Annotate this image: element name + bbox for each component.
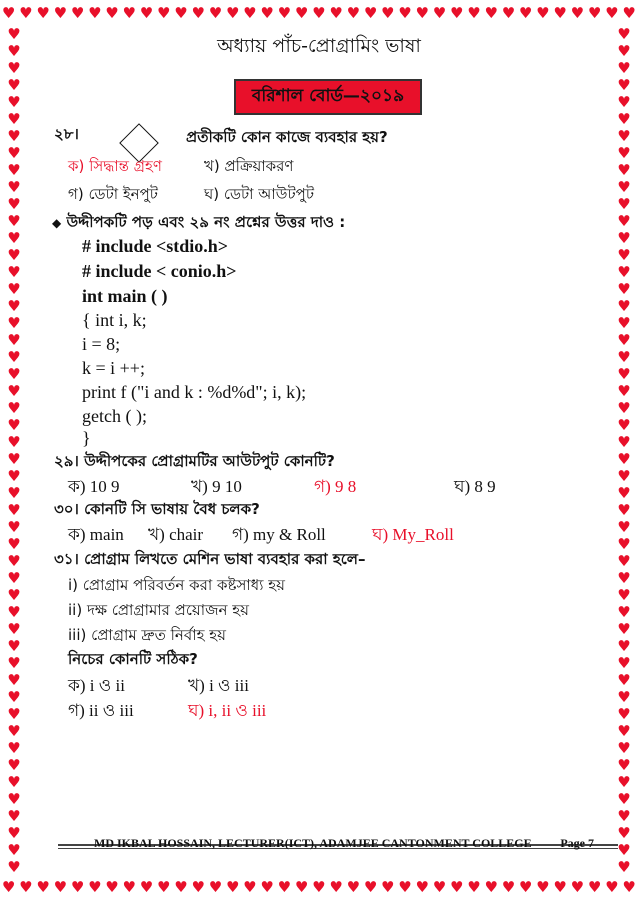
- heart-icon: ♥: [617, 467, 631, 485]
- code-line: int main ( ): [82, 286, 168, 306]
- heart-icon: ♥: [70, 877, 85, 896]
- heart-icon: ♥: [7, 603, 21, 621]
- heart-icon: ♥: [7, 637, 21, 655]
- heart-icon: ♥: [19, 877, 33, 896]
- heart-icon: ♥: [7, 552, 21, 570]
- heart-icon: ♥: [617, 229, 631, 247]
- q29-option-d: ঘ) 8 9: [454, 477, 496, 496]
- heart-icon: ♥: [7, 212, 21, 230]
- heart-icon: ♥: [617, 25, 631, 43]
- heart-icon: ♥: [617, 671, 631, 689]
- heart-icon: ♥: [617, 433, 631, 451]
- heart-icon: ♥: [617, 110, 631, 128]
- heart-icon: ♥: [7, 586, 21, 604]
- heart-icon: ♥: [7, 671, 21, 689]
- q30-option-a: ক) main: [68, 525, 124, 544]
- heart-icon: ♥: [174, 3, 188, 22]
- heart-icon: ♥: [617, 42, 631, 60]
- heart-icon: ♥: [157, 3, 171, 22]
- bullet-diamond-icon: ◆: [52, 216, 62, 230]
- heart-icon: ♥: [617, 518, 631, 536]
- heart-icon: ♥: [7, 263, 21, 281]
- q29-option-a: ক) 10 9: [68, 477, 120, 496]
- heart-icon: ♥: [617, 348, 631, 366]
- code-line: # include <stdio.h>: [82, 236, 229, 256]
- heart-icon: ♥: [260, 877, 274, 896]
- heart-icon: ♥: [7, 756, 21, 774]
- heart-icon: ♥: [363, 3, 378, 22]
- heart-icon: ♥: [7, 331, 21, 349]
- heart-icon: ♥: [415, 3, 429, 22]
- heart-icon: ♥: [277, 877, 292, 896]
- q29-option-c: গ) 9 8: [314, 477, 357, 496]
- heart-icon: ♥: [617, 161, 631, 179]
- heart-icon: ♥: [553, 3, 567, 22]
- heart-icon: ♥: [449, 877, 464, 896]
- heart-icon: ♥: [617, 76, 631, 94]
- heart-icon: ♥: [7, 620, 21, 638]
- code-line: }: [82, 428, 91, 448]
- heart-icon: ♥: [617, 756, 631, 774]
- code-line: i = 8;: [82, 334, 121, 354]
- footer: [94, 836, 594, 851]
- heart-icon: ♥: [617, 790, 631, 808]
- heart-icon: ♥: [225, 877, 240, 896]
- q28-number: ২৮।: [54, 125, 79, 143]
- heart-icon: ♥: [36, 3, 50, 22]
- heart-icon: ♥: [7, 739, 21, 757]
- heart-icon: ♥: [536, 3, 550, 22]
- heart-icon: ♥: [225, 3, 240, 22]
- heart-icon: ♥: [432, 3, 447, 22]
- heart-icon: ♥: [617, 484, 631, 502]
- heart-icon: ♥: [617, 365, 631, 383]
- heart-icon: ♥: [617, 688, 631, 706]
- heart-icon: ♥: [467, 3, 481, 22]
- heart-icon: ♥: [617, 586, 631, 604]
- stimulus-intro: [52, 211, 345, 236]
- heart-icon: ♥: [294, 877, 309, 896]
- heart-icon: ♥: [617, 59, 631, 77]
- heart-icon: ♥: [277, 3, 292, 22]
- q28-option-d: ঘ) ডেটা আউটপুট: [204, 185, 315, 203]
- heart-icon: ♥: [381, 3, 395, 22]
- heart-icon: ♥: [346, 3, 361, 22]
- heart-icon: ♥: [7, 450, 21, 468]
- q28-option-a: ক) সিদ্ধান্ত গ্রহণ: [68, 157, 162, 175]
- heart-icon: ♥: [7, 433, 21, 451]
- heart-icon: ♥: [605, 3, 619, 22]
- heart-icon: ♥: [7, 348, 21, 366]
- border-top: [0, 2, 638, 24]
- heart-icon: ♥: [7, 110, 21, 128]
- heart-icon: ♥: [518, 3, 533, 22]
- q30-text: ৩০। কোনটি সি ভাষায় বৈধ চলক?: [54, 500, 260, 518]
- q29-option-b: খ) 9 10: [191, 477, 242, 496]
- q31-option-d: ঘ) i, ii ও iii: [188, 701, 267, 720]
- heart-icon: ♥: [105, 877, 119, 896]
- heart-icon: ♥: [7, 280, 21, 298]
- heart-icon: ♥: [7, 246, 21, 264]
- q28-option-b: খ) প্রক্রিয়াকরণ: [204, 157, 294, 175]
- heart-icon: ♥: [7, 535, 21, 553]
- q31-statement-iii: iii) প্রোগ্রাম দ্রুত নির্বাহ হয়: [68, 626, 226, 644]
- heart-icon: ♥: [122, 877, 136, 896]
- heart-icon: ♥: [7, 127, 21, 145]
- heart-icon: ♥: [617, 654, 631, 672]
- heart-icon: ♥: [617, 331, 631, 349]
- heart-icon: ♥: [208, 877, 223, 896]
- heart-icon: ♥: [617, 603, 631, 621]
- heart-icon: ♥: [617, 178, 631, 196]
- heart-icon: ♥: [191, 877, 205, 896]
- heart-icon: ♥: [88, 3, 102, 22]
- heart-icon: ♥: [617, 382, 631, 400]
- heart-icon: ♥: [617, 552, 631, 570]
- heart-icon: ♥: [174, 877, 188, 896]
- code-line: getch ( );: [82, 406, 147, 426]
- heart-icon: ♥: [363, 877, 378, 896]
- border-right: [613, 26, 635, 876]
- heart-icon: ♥: [329, 877, 343, 896]
- heart-icon: ♥: [570, 3, 585, 22]
- heart-icon: ♥: [122, 3, 136, 22]
- heart-icon: ♥: [7, 399, 21, 417]
- heart-icon: ♥: [617, 127, 631, 145]
- heart-icon: ♥: [617, 450, 631, 468]
- heart-icon: ♥: [587, 3, 602, 22]
- q29-text: ২৯। উদ্দীপকের প্রোগ্রামটির আউটপুট কোনটি?: [54, 452, 335, 470]
- heart-icon: ♥: [617, 314, 631, 332]
- heart-icon: ♥: [53, 877, 68, 896]
- heart-icon: ♥: [605, 877, 619, 896]
- q31-option-a: ক) i ও ii: [68, 676, 125, 695]
- heart-icon: ♥: [617, 739, 631, 757]
- q31-option-c: গ) ii ও iii: [68, 701, 134, 720]
- code-line: k = i ++;: [82, 358, 145, 378]
- heart-icon: ♥: [7, 841, 21, 859]
- heart-icon: ♥: [617, 212, 631, 230]
- heart-icon: ♥: [617, 280, 631, 298]
- q30-option-b: খ) chair: [148, 525, 204, 544]
- heart-icon: ♥: [7, 314, 21, 332]
- heart-icon: ♥: [617, 773, 631, 791]
- heart-icon: ♥: [7, 722, 21, 740]
- heart-icon: ♥: [617, 535, 631, 553]
- q31-prompt: নিচের কোনটি সঠিক?: [68, 650, 198, 668]
- heart-icon: ♥: [7, 824, 21, 842]
- heart-icon: ♥: [617, 501, 631, 519]
- page-content: [38, 26, 600, 856]
- q31-text: ৩১। প্রোগ্রাম লিখতে মেশিন ভাষা ব্যবহার করা হলে–: [54, 550, 366, 568]
- heart-icon: ♥: [1, 3, 16, 22]
- heart-icon: ♥: [7, 144, 21, 162]
- heart-icon: ♥: [7, 518, 21, 536]
- board-label: বরিশাল বোর্ড—২০১৯: [234, 79, 422, 115]
- heart-icon: ♥: [243, 3, 257, 22]
- heart-icon: ♥: [484, 877, 498, 896]
- heart-icon: ♥: [7, 501, 21, 519]
- heart-icon: ♥: [7, 195, 21, 213]
- heart-icon: ♥: [1, 877, 16, 896]
- heart-icon: ♥: [208, 3, 223, 22]
- heart-icon: ♥: [53, 3, 68, 22]
- heart-icon: ♥: [617, 399, 631, 417]
- heart-icon: ♥: [7, 484, 21, 502]
- heart-icon: ♥: [617, 416, 631, 434]
- heart-icon: ♥: [617, 144, 631, 162]
- heart-icon: ♥: [622, 3, 636, 22]
- page-number: Page 7: [560, 836, 594, 850]
- heart-icon: ♥: [7, 42, 21, 60]
- heart-icon: ♥: [587, 877, 602, 896]
- heart-icon: ♥: [7, 467, 21, 485]
- heart-icon: ♥: [617, 637, 631, 655]
- heart-icon: ♥: [312, 877, 326, 896]
- heart-icon: ♥: [617, 807, 631, 825]
- heart-icon: ♥: [7, 59, 21, 77]
- q30-option-c: গ) my & Roll: [232, 525, 326, 544]
- heart-icon: ♥: [381, 877, 395, 896]
- heart-icon: ♥: [617, 569, 631, 587]
- heart-icon: ♥: [36, 877, 50, 896]
- stimulus-intro-text: উদ্দীপকটি পড় এবং ২৯ নং প্রশ্নের উত্তর দাও :: [66, 213, 346, 231]
- heart-icon: ♥: [139, 877, 154, 896]
- heart-icon: ♥: [617, 246, 631, 264]
- heart-icon: ♥: [398, 877, 412, 896]
- heart-icon: ♥: [617, 858, 631, 876]
- heart-icon: ♥: [617, 195, 631, 213]
- chapter-title: অধ্যায় পাঁচ-প্রোগ্রামিং ভাষা: [217, 35, 421, 57]
- heart-icon: ♥: [398, 3, 412, 22]
- q30-option-d: ঘ) My_Roll: [372, 525, 454, 544]
- heart-icon: ♥: [570, 877, 585, 896]
- heart-icon: ♥: [7, 688, 21, 706]
- heart-icon: ♥: [88, 877, 102, 896]
- heart-icon: ♥: [260, 3, 274, 22]
- heart-icon: ♥: [329, 3, 343, 22]
- q28-option-c: গ) ডেটা ইনপুট: [68, 185, 158, 203]
- footer-author: MD IKBAL HOSSAIN, LECTURER(ICT), ADAMJEE CANTONMENT COLLEGE: [94, 836, 532, 850]
- heart-icon: ♥: [7, 93, 21, 111]
- heart-icon: ♥: [70, 3, 85, 22]
- heart-icon: ♥: [105, 3, 119, 22]
- heart-icon: ♥: [484, 3, 498, 22]
- q28-text: প্রতীকটি কোন কাজে ব্যবহার হয়?: [186, 128, 388, 146]
- heart-icon: ♥: [617, 824, 631, 842]
- heart-icon: ♥: [7, 229, 21, 247]
- heart-icon: ♥: [19, 3, 33, 22]
- heart-icon: ♥: [415, 877, 429, 896]
- heart-icon: ♥: [7, 382, 21, 400]
- heart-icon: ♥: [7, 654, 21, 672]
- heart-icon: ♥: [7, 807, 21, 825]
- heart-icon: ♥: [617, 297, 631, 315]
- heart-icon: ♥: [617, 620, 631, 638]
- heart-icon: ♥: [617, 263, 631, 281]
- code-line: { int i, k;: [82, 310, 147, 330]
- heart-icon: ♥: [501, 3, 516, 22]
- heart-icon: ♥: [243, 877, 257, 896]
- heart-icon: ♥: [7, 161, 21, 179]
- heart-icon: ♥: [467, 877, 481, 896]
- q31-statement-i: i) প্রোগ্রাম পরিবর্তন করা কষ্টসাধ্য হয়: [68, 576, 285, 594]
- heart-icon: ♥: [7, 178, 21, 196]
- heart-icon: ♥: [7, 790, 21, 808]
- heart-icon: ♥: [7, 858, 21, 876]
- heart-icon: ♥: [7, 76, 21, 94]
- q31-option-b: খ) i ও iii: [188, 676, 249, 695]
- heart-icon: ♥: [518, 877, 533, 896]
- heart-icon: ♥: [7, 365, 21, 383]
- heart-icon: ♥: [617, 705, 631, 723]
- heart-icon: ♥: [617, 93, 631, 111]
- heart-icon: ♥: [617, 722, 631, 740]
- heart-icon: ♥: [346, 877, 361, 896]
- heart-icon: ♥: [157, 877, 171, 896]
- heart-icon: ♥: [449, 3, 464, 22]
- heart-icon: ♥: [432, 877, 447, 896]
- heart-icon: ♥: [501, 877, 516, 896]
- heart-icon: ♥: [622, 877, 636, 896]
- heart-icon: ♥: [294, 3, 309, 22]
- heart-icon: ♥: [553, 877, 567, 896]
- heart-icon: ♥: [139, 3, 154, 22]
- code-line: print f ("i and k : %d%d"; i, k);: [82, 382, 307, 402]
- heart-icon: ♥: [312, 3, 326, 22]
- heart-icon: ♥: [7, 705, 21, 723]
- border-left: [3, 26, 25, 876]
- heart-icon: ♥: [536, 877, 550, 896]
- heart-icon: ♥: [7, 25, 21, 43]
- heart-icon: ♥: [7, 297, 21, 315]
- border-bottom: [0, 876, 638, 898]
- q31-statement-ii: ii) দক্ষ প্রোগ্রামার প্রয়োজন হয়: [68, 601, 249, 619]
- heart-icon: ♥: [617, 841, 631, 859]
- heart-icon: ♥: [191, 3, 205, 22]
- code-line: # include < conio.h>: [82, 261, 237, 281]
- heart-icon: ♥: [7, 773, 21, 791]
- heart-icon: ♥: [7, 416, 21, 434]
- heart-icon: ♥: [7, 569, 21, 587]
